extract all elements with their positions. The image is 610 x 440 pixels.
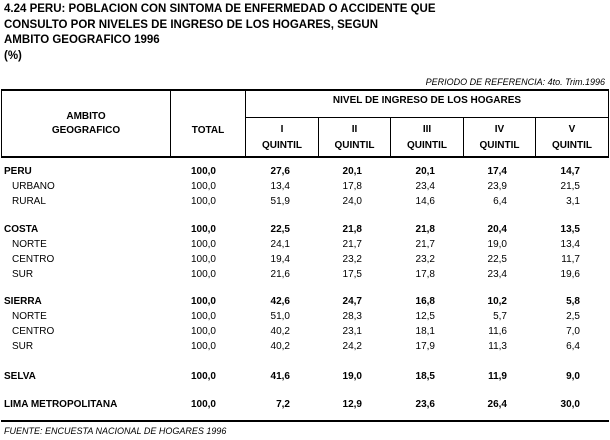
table-row xyxy=(0,268,610,282)
cell-quintil-2: 24,7 xyxy=(342,296,362,307)
cell-quintil-5: 13,4 xyxy=(560,239,580,250)
cell-quintil-3: 17,9 xyxy=(415,341,435,352)
cell-total: 100,0 xyxy=(190,311,216,322)
cell-total: 100,0 xyxy=(190,166,216,177)
cell-quintil-2: 19,0 xyxy=(342,371,362,382)
header-total: TOTAL xyxy=(191,125,225,136)
header-ambito-line: AMBITO xyxy=(66,111,106,122)
table-row xyxy=(0,398,610,412)
table-row xyxy=(0,310,610,324)
table-row xyxy=(0,223,610,237)
cell-quintil-5: 9,0 xyxy=(566,371,580,382)
cell-total: 100,0 xyxy=(190,326,216,337)
cell-quintil-5: 30,0 xyxy=(560,399,580,410)
cell-total: 100,0 xyxy=(190,269,216,280)
cell-quintil-4: 11,3 xyxy=(488,341,507,352)
cell-quintil-5: 13,5 xyxy=(560,224,580,235)
quintil-numeral: II xyxy=(351,124,358,135)
title-line: CONSULTO POR NIVELES DE INGRESO DE LOS HOGARES, SEGUN xyxy=(4,18,379,31)
cell-quintil-2: 23,2 xyxy=(342,254,362,265)
cell-quintil-4: 23,4 xyxy=(487,269,507,280)
cell-quintil-1: 19,4 xyxy=(270,254,290,265)
cell-quintil-1: 24,1 xyxy=(270,239,290,250)
reference-period: PERIODO DE REFERENCIA: 4to. Trim.1996 xyxy=(425,77,605,87)
cell-quintil-3: 12,5 xyxy=(415,311,435,322)
quintil-label: QUINTIL xyxy=(552,140,592,151)
cell-total: 100,0 xyxy=(190,399,216,410)
row-label: NORTE xyxy=(12,311,47,322)
quintil-numeral: IV xyxy=(494,124,505,135)
cell-total: 100,0 xyxy=(190,371,216,382)
row-label: SUR xyxy=(12,269,34,280)
quintil-label: QUINTIL xyxy=(262,140,302,151)
cell-quintil-3: 18,5 xyxy=(415,371,435,382)
cell-quintil-1: 41,6 xyxy=(270,371,290,382)
cell-quintil-4: 11,9 xyxy=(488,371,507,382)
row-label: RURAL xyxy=(12,196,46,207)
row-label: CENTRO xyxy=(12,254,55,265)
quintil-numeral: I xyxy=(280,124,284,135)
header-ambito-line: GEOGRAFICO xyxy=(51,125,121,136)
cell-quintil-5: 21,5 xyxy=(560,181,580,192)
cell-quintil-1: 51,9 xyxy=(270,196,290,207)
row-label: SUR xyxy=(12,341,34,352)
row-label: SELVA xyxy=(4,371,36,382)
cell-quintil-4: 23,9 xyxy=(487,181,507,192)
cell-total: 100,0 xyxy=(190,341,216,352)
quintil-label: QUINTIL xyxy=(407,140,447,151)
cell-quintil-2: 28,3 xyxy=(342,311,362,322)
cell-quintil-3: 17,8 xyxy=(415,269,435,280)
table-row xyxy=(0,180,610,194)
cell-quintil-4: 20,4 xyxy=(487,224,507,235)
cell-quintil-5: 5,8 xyxy=(566,296,580,307)
cell-quintil-4: 19,0 xyxy=(487,239,507,250)
cell-quintil-4: 22,5 xyxy=(487,254,507,265)
cell-quintil-3: 20,1 xyxy=(415,166,435,177)
header-nivel-ingreso: NIVEL DE INGRESO DE LOS HOGARES xyxy=(332,95,522,106)
cell-quintil-1: 42,6 xyxy=(270,296,290,307)
quintil-numeral: III xyxy=(422,124,432,135)
cell-quintil-1: 40,2 xyxy=(270,326,290,337)
cell-quintil-1: 27,6 xyxy=(270,166,290,177)
cell-quintil-4: 11,6 xyxy=(488,326,507,337)
cell-quintil-3: 16,8 xyxy=(415,296,435,307)
table-row xyxy=(0,165,610,179)
table-row xyxy=(0,340,610,354)
cell-quintil-2: 17,5 xyxy=(342,269,362,280)
cell-total: 100,0 xyxy=(190,224,216,235)
cell-quintil-3: 21,7 xyxy=(415,239,435,250)
cell-quintil-4: 6,4 xyxy=(493,196,507,207)
quintil-label: QUINTIL xyxy=(479,140,520,151)
cell-quintil-2: 21,7 xyxy=(342,239,362,250)
title-line: AMBITO GEOGRAFICO 1996 xyxy=(4,34,160,46)
row-label: SIERRA xyxy=(4,296,42,307)
row-label: LIMA METROPOLITANA xyxy=(4,399,118,410)
cell-total: 100,0 xyxy=(190,196,216,207)
cell-quintil-4: 17,4 xyxy=(487,166,507,177)
quintil-label: QUINTIL xyxy=(334,140,375,151)
cell-total: 100,0 xyxy=(190,254,216,265)
cell-quintil-2: 21,8 xyxy=(342,224,362,235)
cell-quintil-3: 23,6 xyxy=(415,399,435,410)
cell-quintil-1: 51,0 xyxy=(270,311,290,322)
cell-quintil-2: 12,9 xyxy=(342,399,362,410)
cell-quintil-2: 24,2 xyxy=(342,341,362,352)
cell-quintil-5: 7,0 xyxy=(566,326,580,337)
title-line: 4.24 PERU: POBLACION CON SINTOMA DE ENFERMEDAD O ACCIDENTE QUE xyxy=(4,3,436,15)
title-line: (%) xyxy=(4,49,22,62)
row-label: URBANO xyxy=(12,181,55,192)
cell-quintil-5: 14,7 xyxy=(560,166,580,177)
table-row xyxy=(0,238,610,252)
cell-quintil-3: 21,8 xyxy=(415,224,435,235)
cell-total: 100,0 xyxy=(190,239,216,250)
row-label: COSTA xyxy=(4,224,39,235)
cell-total: 100,0 xyxy=(190,296,216,307)
row-label: NORTE xyxy=(12,239,47,250)
cell-quintil-1: 40,2 xyxy=(270,341,290,352)
cell-quintil-2: 17,8 xyxy=(342,181,362,192)
cell-quintil-1: 22,5 xyxy=(270,224,290,235)
cell-quintil-4: 26,4 xyxy=(487,399,507,410)
cell-quintil-5: 11,7 xyxy=(561,254,580,265)
cell-quintil-4: 10,2 xyxy=(487,296,507,307)
cell-quintil-3: 18,1 xyxy=(415,326,435,337)
cell-quintil-5: 19,6 xyxy=(560,269,580,280)
cell-quintil-1: 21,6 xyxy=(270,269,290,280)
cell-quintil-1: 7,2 xyxy=(276,399,290,410)
cell-quintil-5: 2,5 xyxy=(566,311,580,322)
table-row xyxy=(0,253,610,267)
table-row xyxy=(0,195,610,209)
cell-total: 100,0 xyxy=(190,181,216,192)
cell-quintil-4: 5,7 xyxy=(493,311,507,322)
row-label: PERU xyxy=(4,166,32,177)
cell-quintil-2: 20,1 xyxy=(342,166,362,177)
cell-quintil-5: 3,1 xyxy=(566,196,580,207)
cell-quintil-2: 23,1 xyxy=(342,326,362,337)
cell-quintil-2: 24,0 xyxy=(342,196,362,207)
table-row xyxy=(0,370,610,384)
cell-quintil-5: 6,4 xyxy=(566,341,580,352)
table-row xyxy=(0,325,610,339)
source-note: FUENTE: ENCUESTA NACIONAL DE HOGARES 1996 xyxy=(4,426,227,436)
cell-quintil-1: 13,4 xyxy=(270,181,290,192)
row-label: CENTRO xyxy=(12,326,55,337)
quintil-numeral: V xyxy=(568,124,576,135)
table-row xyxy=(0,295,610,309)
cell-quintil-3: 23,4 xyxy=(415,181,435,192)
cell-quintil-3: 14,6 xyxy=(415,196,435,207)
cell-quintil-3: 23,2 xyxy=(415,254,435,265)
